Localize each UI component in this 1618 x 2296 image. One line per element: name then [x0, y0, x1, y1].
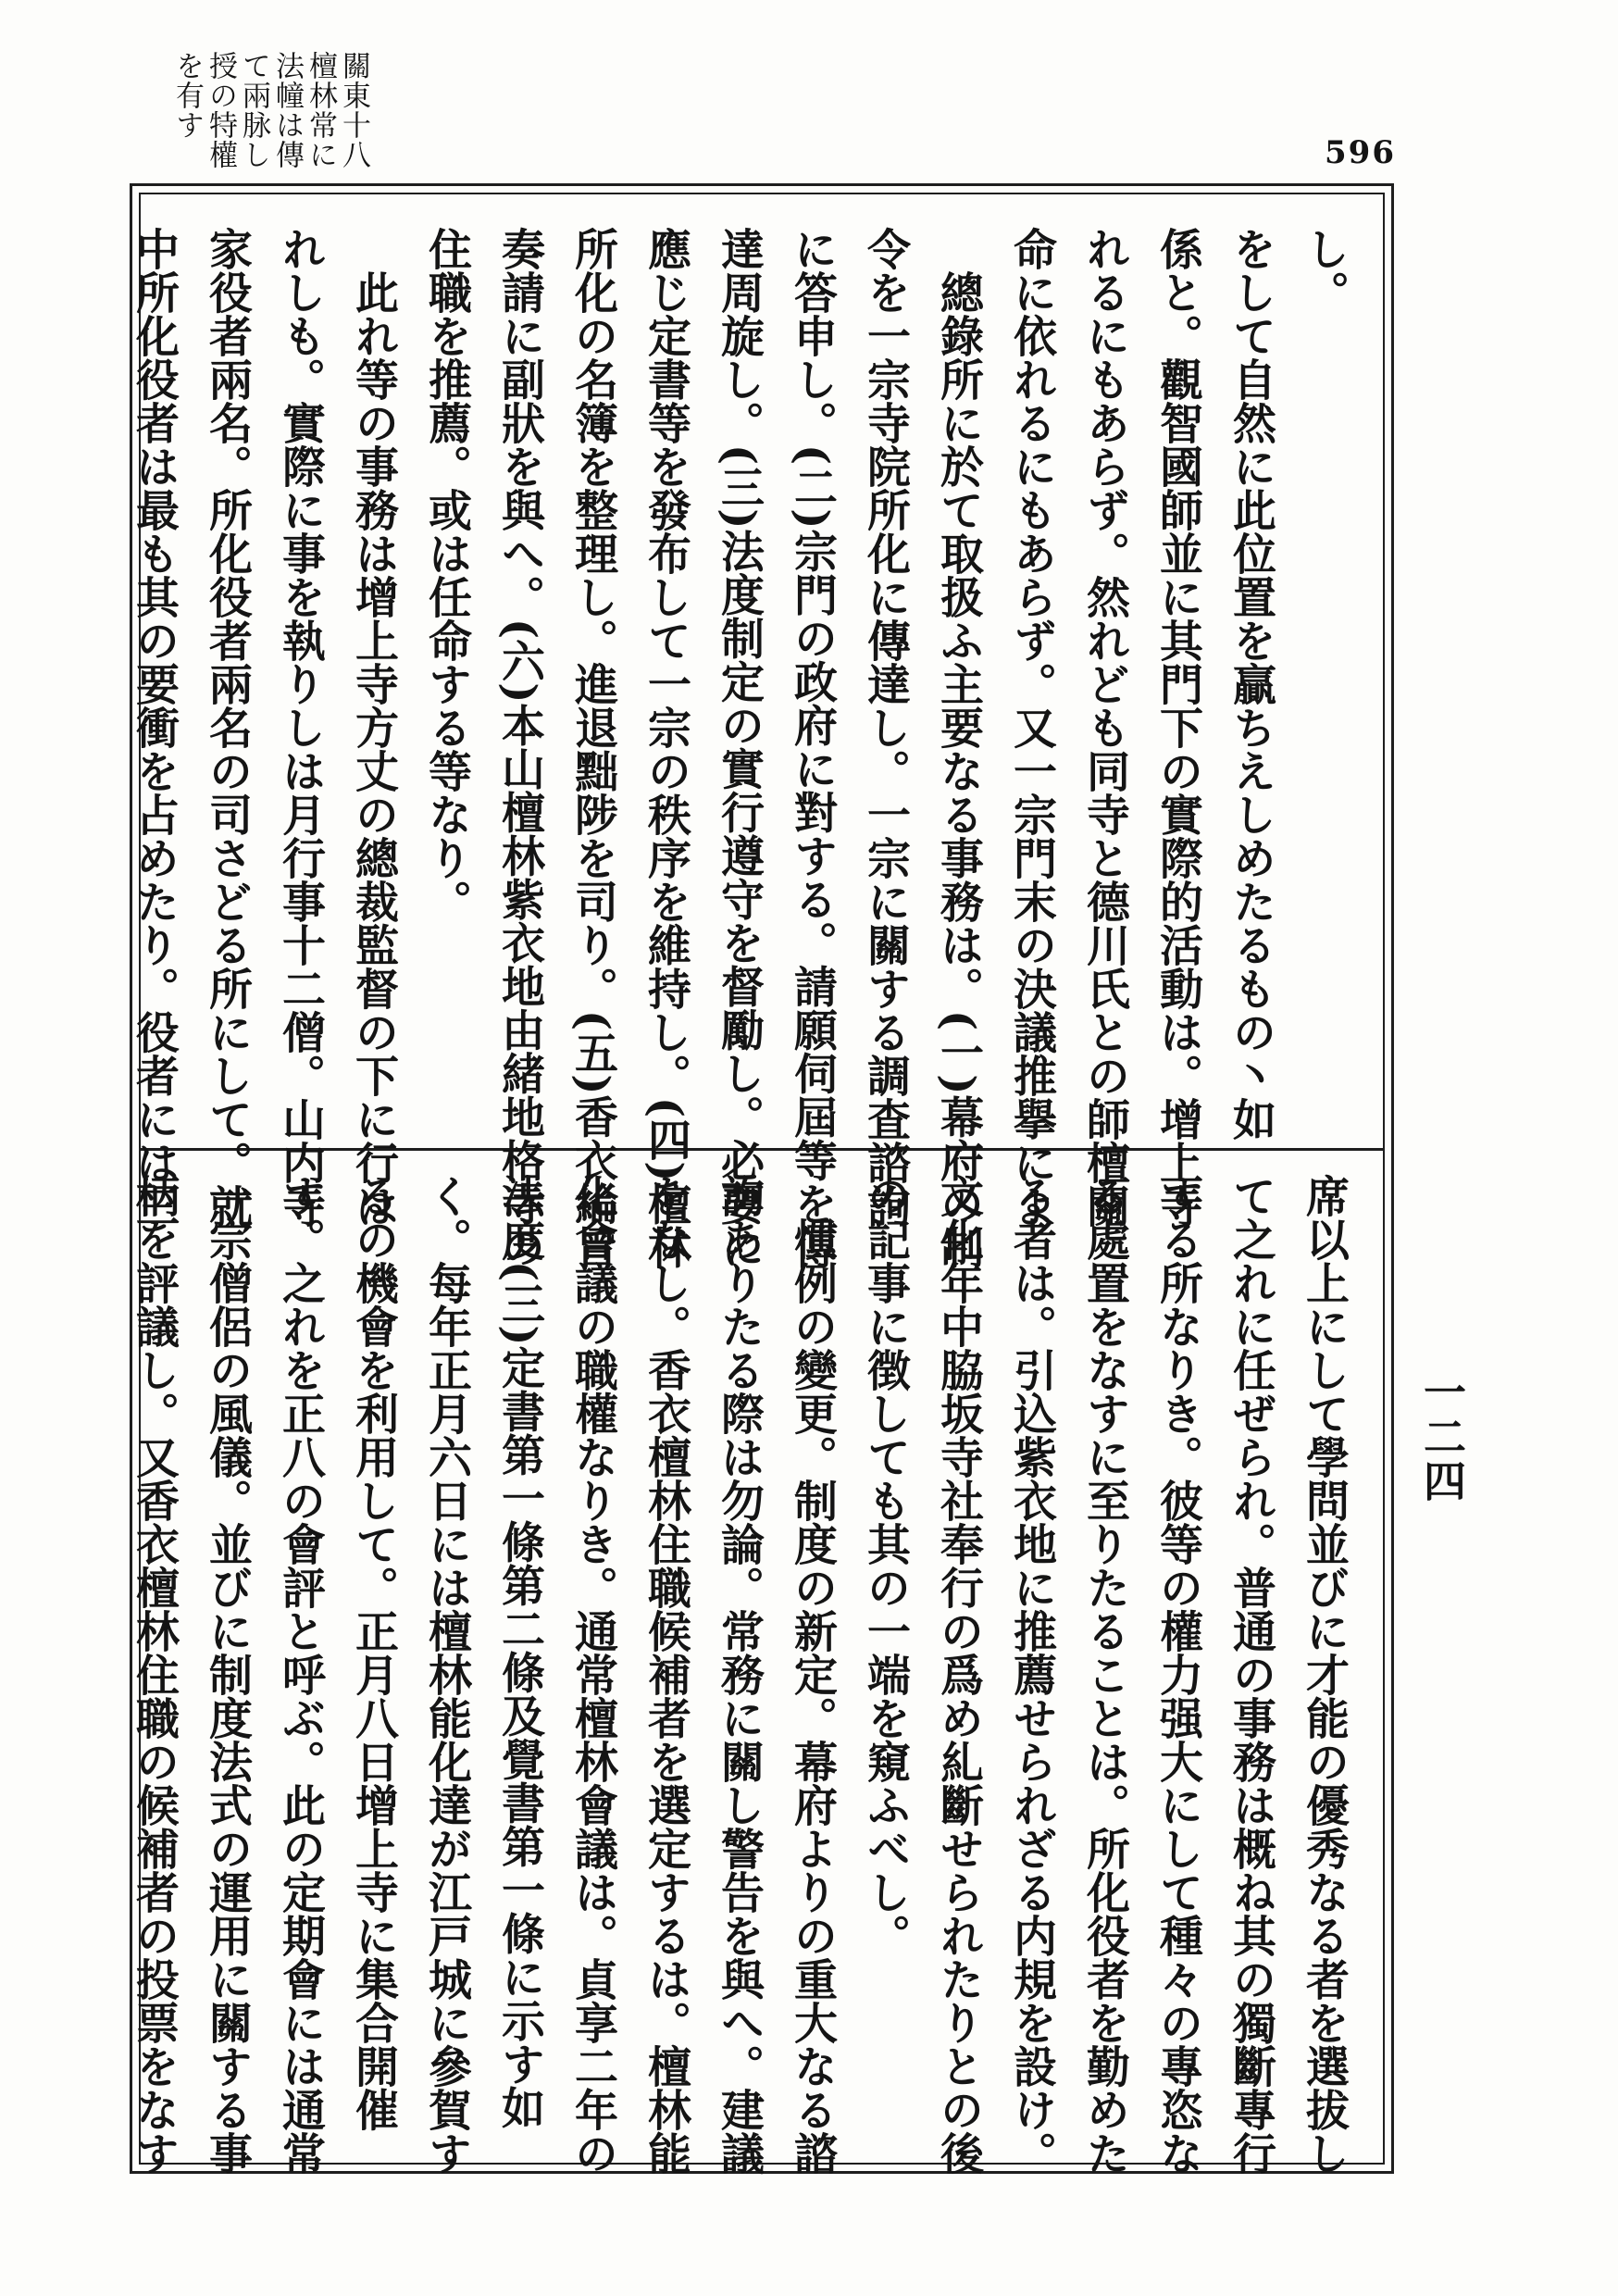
text-line: 達周旋し。(三)法度制定の實行遵守を督勵し。必要に	[714, 227, 765, 1269]
text-line: る處置をなすに至りたることは。所化役者を勤めた	[1079, 1174, 1130, 2175]
text-line: 所化の名簿を整理し。進退黜陟を司り。(五)香衣綸旨	[567, 227, 618, 1269]
text-line: 中所化役者は最も其の要衝を占めたり。役者には三	[129, 227, 180, 1228]
text-line: する所なりき。彼等の權力强大にして種々の專恣な	[1152, 1174, 1203, 2175]
text-line: 慣例の變更。制度の新定。幕府よりの重大なる諮	[787, 1174, 838, 2175]
text-line: の記事に徴しても其の一端を窺ふべし。	[860, 1174, 911, 1957]
headnote-line: て兩脉し	[237, 51, 270, 169]
text-line: て之れに任ぜられ。普通の事務は概ね其の獨斷專行	[1226, 1174, 1276, 2175]
page-number: 596	[1325, 134, 1396, 171]
headnote-line: 檀林常に	[304, 51, 337, 169]
text-line: 住職を推薦。或は任命する等なり。	[421, 227, 472, 923]
upper-text-block	[129, 227, 1361, 1269]
text-line: 一宗僧侶の風儀。並びに制度法式の運用に關する事	[202, 1174, 253, 2175]
lower-text-block	[129, 1174, 1361, 2175]
text-line: をなし。香衣檀林住職候補者を選定するは。檀林能	[641, 1174, 691, 2175]
text-line: 柄を評議し。又香衣檀林住職の候補者の投票をなす	[129, 1174, 180, 2175]
headnote-line: 授の特權	[204, 51, 237, 169]
text-line: す。之れを正八の會評と呼ぶ。此の定期會には通常	[275, 1174, 326, 2175]
text-line: 係と。觀智國師並に其門下の實際的活動は。增上寺	[1152, 227, 1203, 1228]
text-line: 化會議の職權なりき。通常檀林會議は。貞享二年の	[567, 1174, 618, 2175]
headnote-line: 法幢は傳	[270, 51, 304, 169]
text-line: く。每年正月六日には檀林能化達が江戸城に參賀す	[421, 1174, 472, 2175]
headnote-line: を有す	[170, 51, 204, 140]
text-line: をして自然に此位置を贏ちえしめたるもの丶如	[1226, 227, 1276, 1141]
headnote	[167, 51, 370, 190]
text-line: 應じ定書等を發布して一宗の秩序を維持し。(四)檀林	[641, 227, 691, 1269]
text-line: 詢ありたる際は勿論。常務に關し警告を與へ。建議	[714, 1174, 765, 2175]
headnote-line: 關東十八	[337, 51, 370, 169]
text-line: 總錄所に於て取扱ふ主要なる事務は。(一)幕府の制	[933, 227, 984, 1269]
text-line: 命に依れるにもあらず。又一宗門末の決議推擧によ	[1006, 227, 1057, 1228]
text-line: し。	[1299, 227, 1350, 314]
text-line: 令を一宗寺院所化に傳達し。一宗に關する調査諮詢	[860, 227, 911, 1228]
text-line: 席以上にして學問並びに才能の優秀なる者を選拔し	[1299, 1174, 1350, 2175]
text-line: に答申し。(二)宗門の政府に對する。請願伺屆等を傳	[787, 227, 838, 1269]
text-line: る者は。引込紫衣地に推薦せられざる内規を設け。	[1006, 1174, 1057, 2175]
text-line: 文化年中脇坂寺社奉行の爲め糺斷せられたりとの後	[933, 1174, 984, 2175]
text-line: るの機會を利用して。正月八日增上寺に集合開催	[348, 1174, 399, 2131]
text-line: 法度(三)定書第一條第二條及覺書第一條に示す如	[494, 1174, 545, 2129]
text-line: 此れ等の事務は增上寺方丈の總裁監督の下に行は	[348, 227, 399, 1228]
text-line: 奏請に副狀を與へ。(六)本山檀林紫衣地由緒地格寺の	[494, 227, 545, 1269]
text-line: れるにもあらず。然れども同寺と德川氏との師檀關	[1079, 227, 1130, 1228]
text-line: 家役者兩名。所化役者兩名の司さどる所にして。就	[202, 227, 253, 1228]
text-line: れしも。實際に事を執りしは月行事十二僧。山内寺	[275, 227, 326, 1228]
folio-number: 一二四	[1417, 1370, 1467, 1504]
